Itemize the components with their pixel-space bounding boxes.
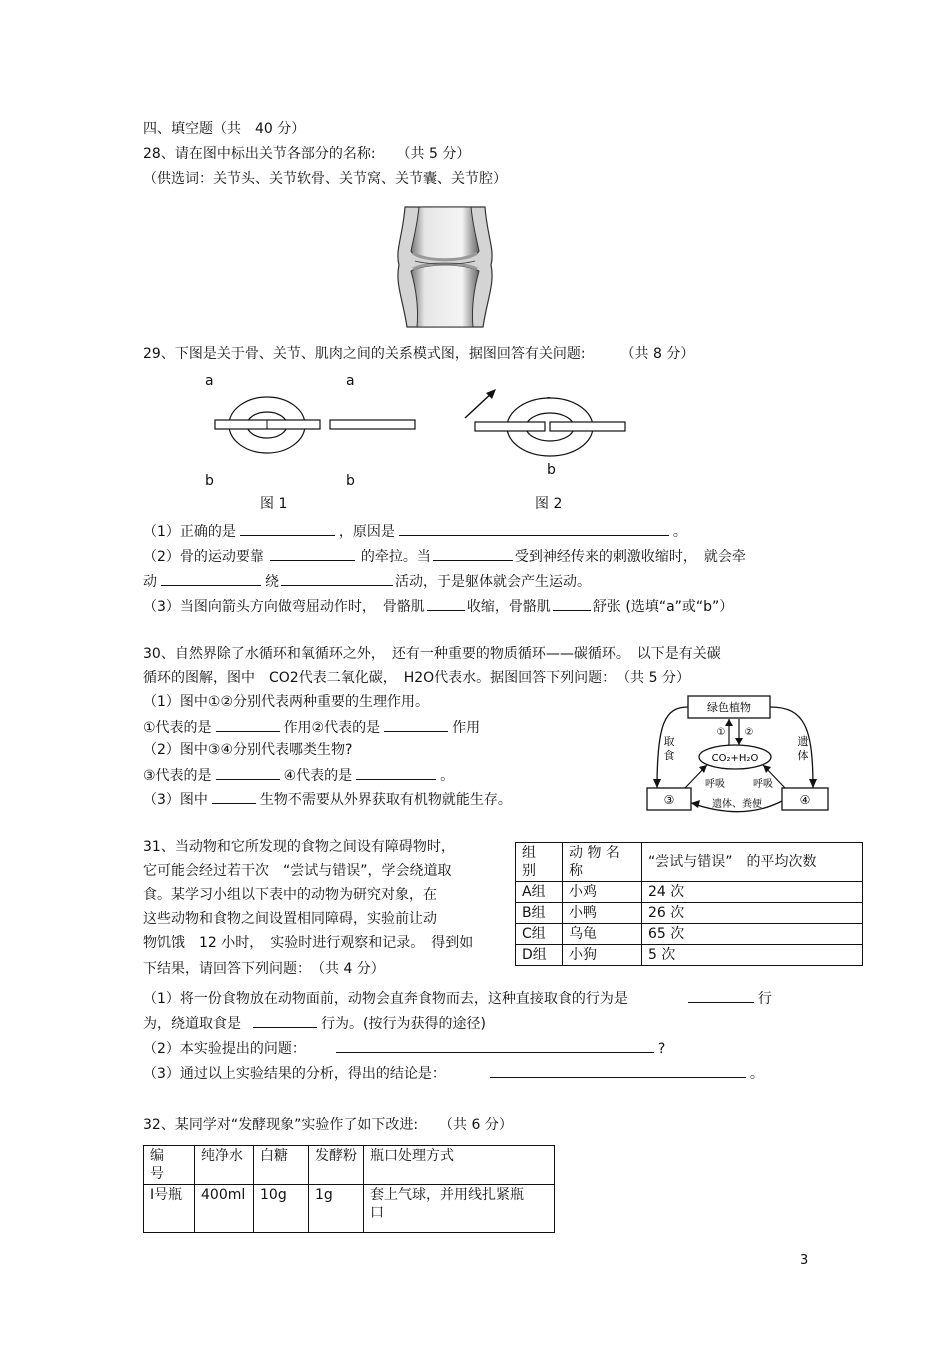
- table-cell: 小狗: [563, 945, 642, 966]
- page-number: 3: [800, 1253, 809, 1268]
- q30-sub1-answer: ①代表的是 作用②代表的是 作用: [143, 717, 480, 737]
- table-cell: 小鸭: [563, 903, 642, 924]
- q31-para-2: 它可能会经过若干次 “尝试与错误”，学会绕道取: [143, 863, 452, 879]
- answer-blank[interactable]: [384, 717, 448, 732]
- q30-sub2: （2）图中③④分别代表哪类生物?: [143, 742, 353, 758]
- answer-blank[interactable]: [427, 596, 465, 611]
- answer-blank[interactable]: [270, 546, 355, 561]
- answer-blank[interactable]: [490, 1063, 746, 1078]
- table-cell: 5 次: [642, 945, 863, 966]
- diagram-left-label-1: 取: [663, 735, 675, 748]
- joint-illustration: [395, 205, 495, 327]
- section-heading: 四、填空题（共 40 分）: [143, 121, 306, 137]
- table-cell: 1g: [309, 1185, 364, 1233]
- diagram-n4: ④: [799, 793, 811, 807]
- table-row: [516, 945, 863, 966]
- answer-blank[interactable]: [433, 546, 513, 561]
- table-header-row: [144, 1146, 555, 1185]
- answer-blank[interactable]: [553, 596, 591, 611]
- answer-blank[interactable]: [281, 571, 393, 586]
- q31-para-6: 下结果，请回答下列问题： （共 4 分）: [143, 961, 385, 977]
- answer-blank[interactable]: [688, 988, 754, 1003]
- q31-para-5: 物饥饿 12 小时， 实验时进行观察和记录。 得到如: [143, 935, 474, 951]
- carbon-cycle-diagram: [645, 693, 835, 815]
- q30-stem-1: 30、自然界除了水循环和氧循环之外， 还有一种重要的物质循环——碳循环。 以下是有关碳: [143, 646, 721, 662]
- table-cell: 小鸡: [563, 882, 642, 903]
- answer-blank[interactable]: [161, 571, 261, 586]
- table-row: [516, 882, 863, 903]
- q30-sub3: （3）图中 生物不需要从外界获取有机物就能生存。: [143, 789, 512, 809]
- fig1-caption: 图 1: [260, 496, 288, 512]
- trial-error-table: [515, 842, 863, 966]
- q28-stem: 28、请在图中标出关节各部分的名称: （共 5 分）: [143, 146, 471, 162]
- table-cell: 乌龟: [563, 924, 642, 945]
- diagram-n2: ②: [744, 727, 754, 738]
- answer-blank[interactable]: [356, 765, 436, 780]
- fig1-label-b1: b: [205, 473, 214, 489]
- table-header-cell: 纯净水: [195, 1146, 254, 1185]
- q30-stem-2: 循环的图解，图中 CO2代表二氧化碳， H2O代表水。据图回答下列问题： （共 5 分）: [143, 670, 690, 686]
- table-row: [516, 924, 863, 945]
- table-header-cell: 发酵粉: [309, 1146, 364, 1185]
- table-header-cell: 组 别: [516, 843, 563, 882]
- table-row: [516, 903, 863, 924]
- table-header-cell: 白糖: [254, 1146, 309, 1185]
- diagram-right-label-2: 体: [797, 749, 809, 762]
- table-cell: C组: [516, 924, 563, 945]
- fig1-label-a1: a: [205, 373, 214, 389]
- diagram-bottom-label: 遗体、粪便: [712, 799, 762, 810]
- figure-1-diagram: [210, 385, 420, 475]
- q29-line3: 动 绕 活动，于是躯体就会产生运动。: [143, 571, 591, 591]
- q31-sub1-line1: （1）将一份食物放在动物面前，动物会直奔食物而去，这种直接取食的行为是 行: [143, 988, 772, 1008]
- table-cell: 65 次: [642, 924, 863, 945]
- diagram-breath-left: 呼吸: [705, 779, 725, 790]
- diagram-n3: ③: [663, 793, 675, 807]
- table-header-row: [516, 843, 863, 882]
- q31-sub2: （2）本实验提出的问题： ?: [143, 1038, 665, 1058]
- table-cell: A组: [516, 882, 563, 903]
- fig1-label-a2: a: [346, 373, 355, 389]
- table-header-cell: 瓶口处理方式: [364, 1146, 555, 1185]
- table-header-cell: “尝试与错误” 的平均次数: [642, 843, 863, 882]
- answer-blank[interactable]: [240, 521, 335, 536]
- answer-blank[interactable]: [336, 1038, 654, 1053]
- table-cell: 10g: [254, 1185, 309, 1233]
- fermentation-table: [143, 1145, 555, 1233]
- q29-line1: （1）正确的是 ，原因是 。: [143, 521, 687, 541]
- diagram-n1: ①: [716, 727, 726, 738]
- q29-line4: （3）当图向箭头方向做弯屈动作时， 骨骼肌 收缩，骨骼肌 舒张 (选填“a”或“b”）: [143, 596, 733, 616]
- q31-para-4: 这些动物和食物之间设置相同障碍，实验前让动: [143, 911, 437, 927]
- q32-stem: 32、某同学对“发酵现象”实验作了如下改进: （共 6 分）: [143, 1117, 513, 1133]
- diagram-left-label-2: 食: [663, 749, 675, 762]
- fig2-caption: 图 2: [535, 496, 563, 512]
- q31-para-1: 31、当动物和它所发现的食物之间设有障碍物时，: [143, 839, 455, 855]
- answer-blank[interactable]: [216, 765, 280, 780]
- table-cell: 26 次: [642, 903, 863, 924]
- table-cell: B组: [516, 903, 563, 924]
- diagram-plant: 绿色植物: [707, 701, 751, 714]
- q28-options: （供选词：关节头、关节软骨、关节窝、关节囊、关节腔）: [143, 171, 507, 187]
- q30-sub1: （1）图中①②分别代表两种重要的生理作用。: [143, 694, 430, 710]
- q29-line2: （2）骨的运动要靠 的牵拉。当 受到神经传来的刺激收缩时， 就会牵: [143, 546, 746, 566]
- q31-para-3: 食。某学习小组以下表中的动物为研究对象，在: [143, 887, 437, 903]
- q29-stem: 29、下图是关于骨、关节、肌肉之间的关系模式图，据图回答有关问题: （共 8 分）: [143, 346, 695, 362]
- diagram-center: CO₂+H₂O: [711, 753, 759, 764]
- q30-sub2-answer: ③代表的是 ④代表的是 。: [143, 765, 454, 785]
- answer-blank[interactable]: [216, 717, 280, 732]
- table-header-cell: 动 物 名 称: [563, 843, 642, 882]
- diagram-breath-right: 呼吸: [753, 779, 773, 790]
- answer-blank[interactable]: [253, 1013, 317, 1028]
- table-row: [144, 1185, 555, 1233]
- q31-sub1-line2: 为，绕道取食是 行为。(按行为获得的途径): [143, 1013, 486, 1033]
- figure-2-diagram: [460, 385, 630, 465]
- table-cell: 套上气球，并用线扎紧瓶 口: [364, 1185, 555, 1233]
- fig2-label-b: b: [547, 462, 556, 478]
- table-header-cell: 编 号: [144, 1146, 195, 1185]
- table-cell: 24 次: [642, 882, 863, 903]
- answer-blank[interactable]: [399, 521, 669, 536]
- answer-blank[interactable]: [212, 789, 256, 804]
- table-cell: 400ml: [195, 1185, 254, 1233]
- table-cell: D组: [516, 945, 563, 966]
- fig1-label-b2: b: [346, 473, 355, 489]
- diagram-right-label-1: 遗: [797, 735, 809, 748]
- q31-sub3: （3）通过以上实验结果的分析，得出的结论是： 。: [143, 1063, 764, 1083]
- table-cell: Ⅰ号瓶: [144, 1185, 195, 1233]
